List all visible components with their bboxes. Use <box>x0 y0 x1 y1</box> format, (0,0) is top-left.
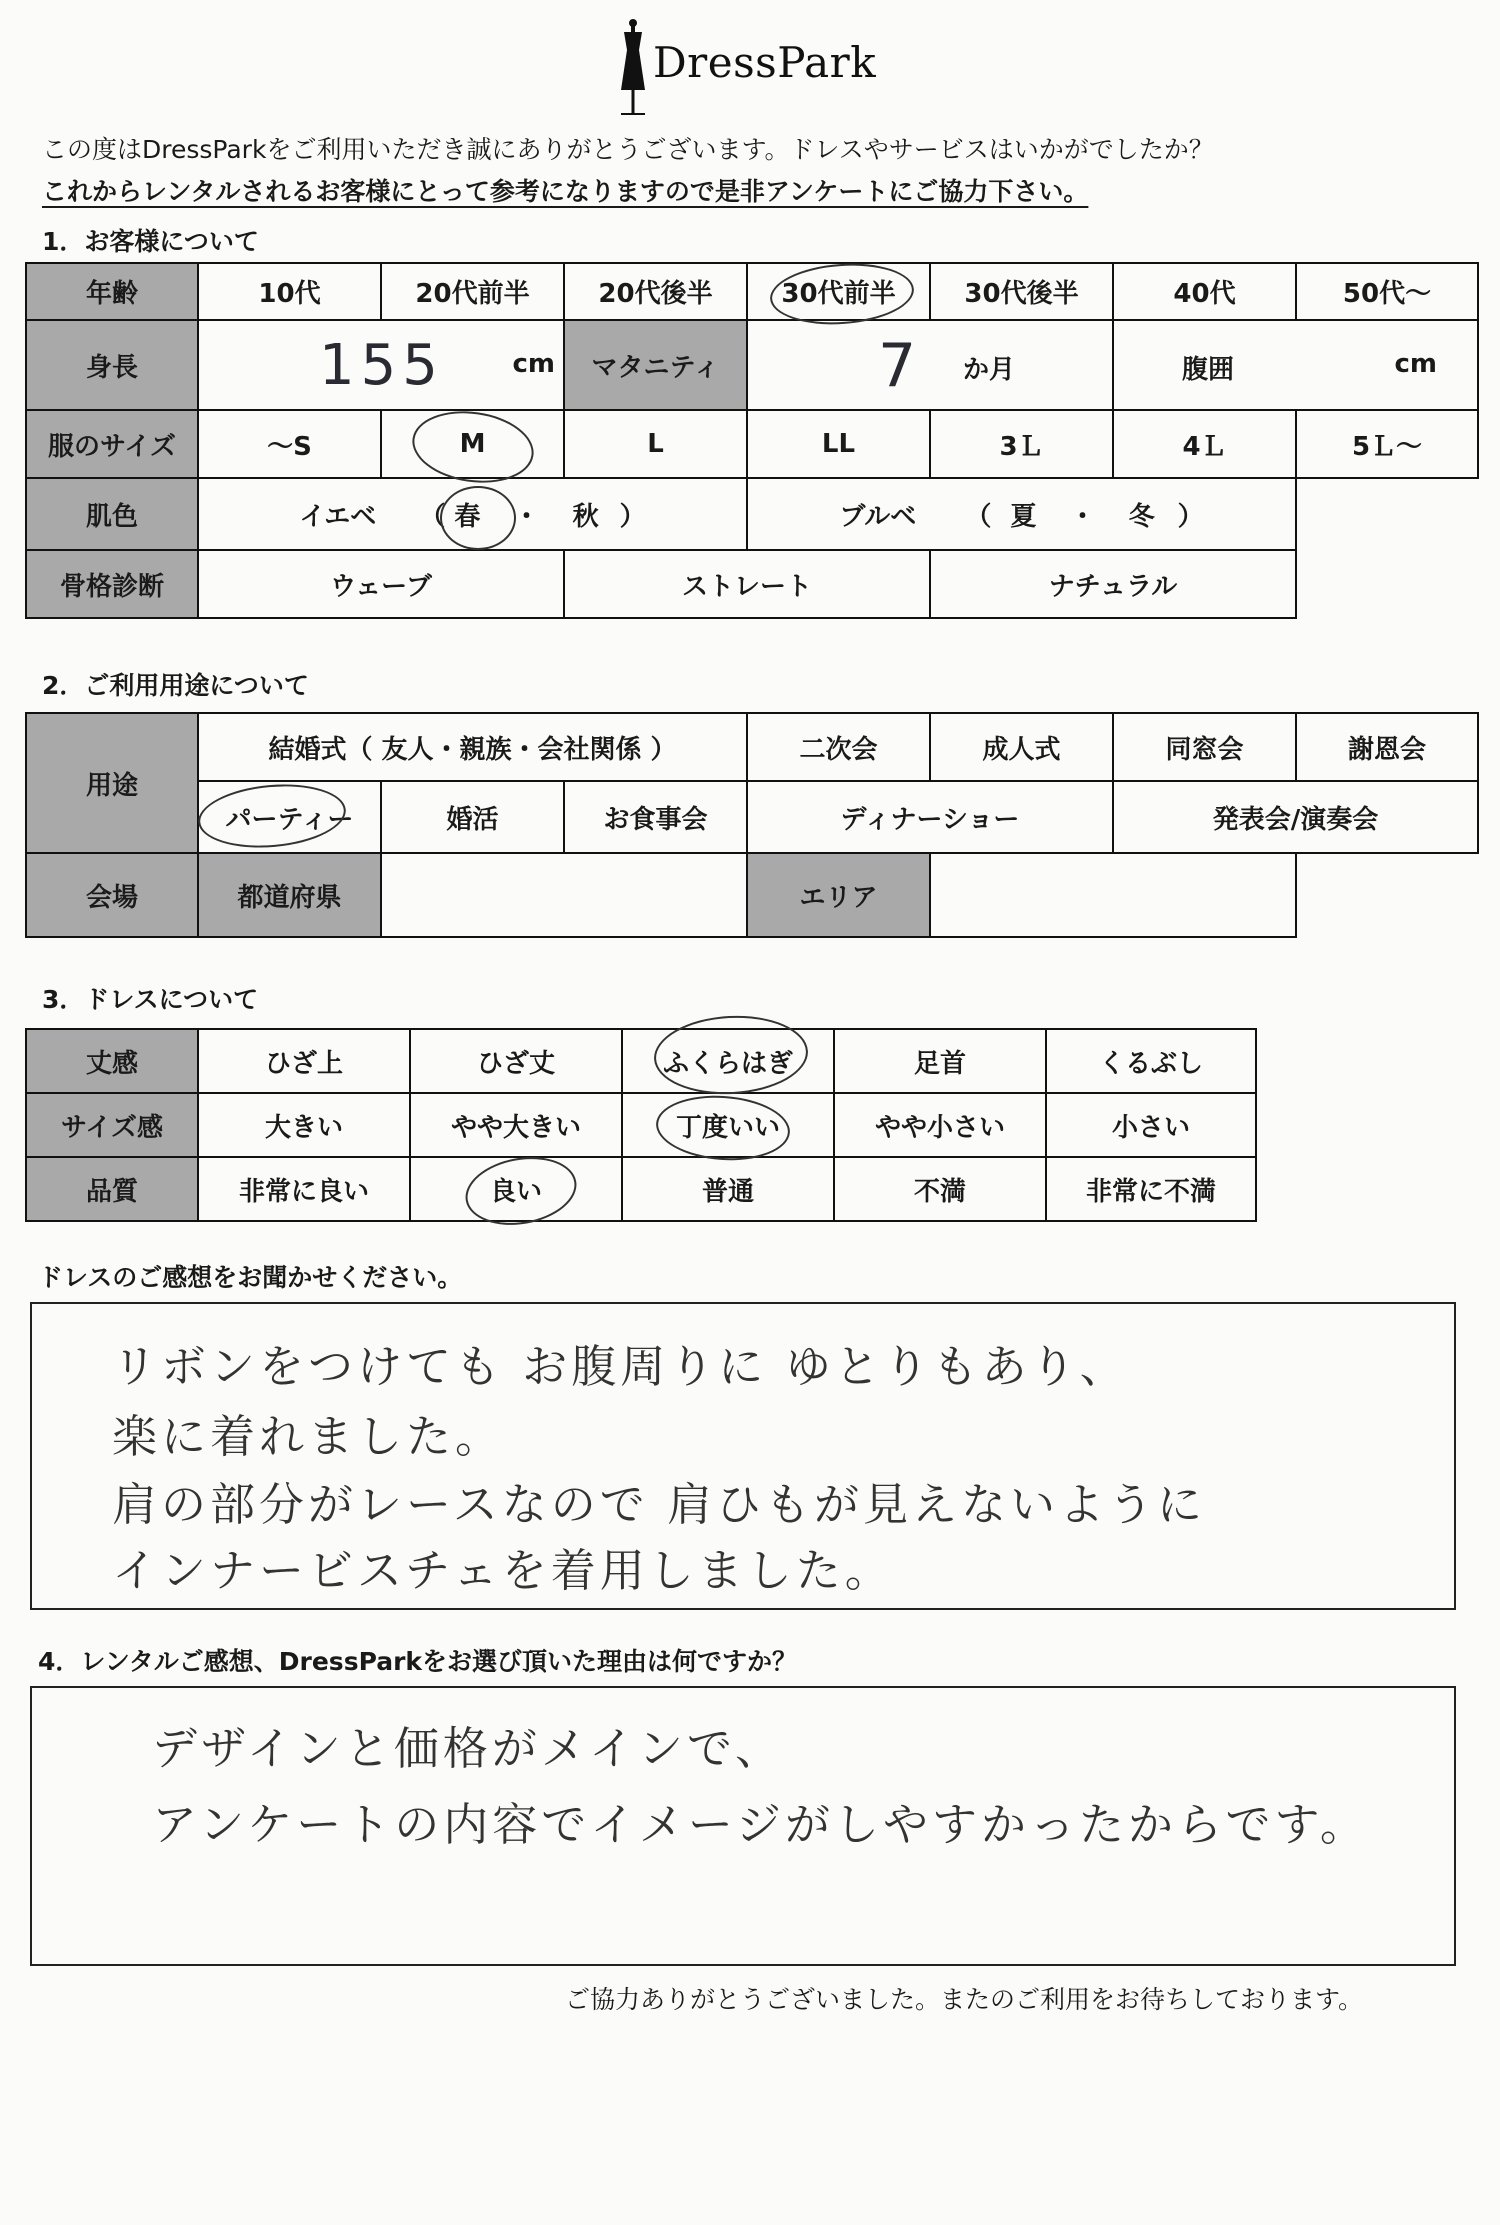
age-label: 年齢 <box>26 263 198 320</box>
prefecture-field[interactable] <box>381 853 747 937</box>
quality-label: 品質 <box>26 1157 198 1221</box>
area-field[interactable] <box>930 853 1296 937</box>
intro-line-2: これからレンタルされるお客様にとって参考になりますので是非アンケートにご協力下さい。 <box>42 177 1089 206</box>
skin-winter-option[interactable]: 冬 <box>1128 501 1155 532</box>
purpose-option[interactable]: 発表会/演奏会 <box>1113 781 1478 853</box>
age-option[interactable]: 10代 <box>198 263 381 320</box>
fit-label: サイズ感 <box>26 1093 198 1157</box>
quality-option[interactable]: 非常に不満 <box>1046 1157 1256 1221</box>
height-label: 身長 <box>26 320 198 410</box>
intro-line-1: この度はDressParkをご利用いただき誠にありがとうございます。ドレスやサービスはいかがでしたか？ <box>42 135 1214 164</box>
skin-yellow-label: イエベ <box>299 501 377 532</box>
customer-info-table <box>25 262 1479 619</box>
section-2-title: 2．ご利用用途について <box>42 671 309 700</box>
purpose-option[interactable]: 結婚式（ 友人・親族・会社関係 ） <box>198 713 747 781</box>
area-label: エリア <box>747 853 930 937</box>
paren-close: ） <box>1177 501 1204 532</box>
dress-comment-line: インナービスチェを着用しました。 <box>112 1544 894 1597</box>
brand-name: DressPark <box>653 38 877 87</box>
length-label: 丈感 <box>26 1029 198 1093</box>
dress-mannequin-icon <box>615 18 651 118</box>
blank-cell <box>1296 550 1478 618</box>
length-option[interactable]: くるぶし <box>1046 1029 1256 1093</box>
size-option[interactable]: 5Ｌ～ <box>1296 410 1478 478</box>
frame-option[interactable]: ウェーブ <box>198 550 564 618</box>
maternity-label: マタニティ <box>564 320 747 410</box>
quality-option[interactable]: 普通 <box>622 1157 834 1221</box>
skin-label: 肌色 <box>26 478 198 550</box>
size-option[interactable]: 4Ｌ <box>1113 410 1296 478</box>
purpose-option[interactable]: 謝恩会 <box>1296 713 1478 781</box>
age-option[interactable]: 50代～ <box>1296 263 1478 320</box>
skin-spring-option[interactable]: 春 <box>454 501 481 532</box>
service-comment-line: デザインと価格がメインで、 <box>152 1722 785 1775</box>
usage-table <box>25 712 1479 938</box>
dress-comment-box[interactable] <box>30 1302 1456 1610</box>
quality-option[interactable]: 非常に良い <box>198 1157 410 1221</box>
length-option[interactable]: ひざ丈 <box>410 1029 622 1093</box>
purpose-label: 用途 <box>26 713 198 853</box>
purpose-option[interactable]: 二次会 <box>747 713 930 781</box>
fit-option[interactable]: 小さい <box>1046 1093 1256 1157</box>
section-4-title: 4．レンタルご感想、DressParkをお選び頂いた理由は何ですか？ <box>38 1647 798 1676</box>
paren-close: ） <box>619 501 646 532</box>
paren-open: （ <box>965 501 992 532</box>
skin-summer-option[interactable]: 夏 <box>1010 501 1037 532</box>
blank-cell <box>1296 853 1478 937</box>
age-option-selected[interactable]: 30代前半 <box>747 263 930 320</box>
waist-unit: cm <box>1394 349 1437 379</box>
fit-option[interactable]: 大きい <box>198 1093 410 1157</box>
separator-dot: ・ <box>513 501 540 532</box>
footer-thanks: ご協力ありがとうございました。またのご利用をお待ちしております。 <box>565 1985 1364 2014</box>
age-option[interactable]: 20代前半 <box>381 263 564 320</box>
separator-dot: ・ <box>1069 501 1096 532</box>
maternity-unit: か月 <box>963 355 1016 385</box>
fit-option-selected[interactable]: 丁度いい <box>622 1093 834 1157</box>
venue-label: 会場 <box>26 853 198 937</box>
skin-autumn-option[interactable]: 秋 <box>572 501 599 532</box>
fit-option[interactable]: やや小さい <box>834 1093 1046 1157</box>
section-3-title: 3．ドレスについて <box>42 985 259 1014</box>
skin-yellow-base[interactable] <box>198 478 747 550</box>
purpose-option[interactable]: 同窓会 <box>1113 713 1296 781</box>
purpose-option[interactable]: お食事会 <box>564 781 747 853</box>
frame-option[interactable]: ナチュラル <box>930 550 1296 618</box>
size-label: 服のサイズ <box>26 410 198 478</box>
age-option[interactable]: 30代後半 <box>930 263 1113 320</box>
dress-table <box>25 1028 1257 1222</box>
dress-comment-label: ドレスのご感想をお聞かせください。 <box>38 1263 463 1292</box>
purpose-option[interactable]: 婚活 <box>381 781 564 853</box>
length-option[interactable]: 足首 <box>834 1029 1046 1093</box>
size-option[interactable]: LL <box>747 410 930 478</box>
size-option[interactable]: 3Ｌ <box>930 410 1113 478</box>
dress-comment-line: 楽に着れました。 <box>112 1410 505 1463</box>
size-option[interactable]: L <box>564 410 747 478</box>
height-field[interactable] <box>198 320 564 410</box>
skin-row <box>26 478 1478 550</box>
body-row <box>26 320 1478 410</box>
section-1-title: 1．お客様について <box>42 227 259 256</box>
blank-cell <box>1296 478 1478 550</box>
size-option[interactable]: ～S <box>198 410 381 478</box>
frame-row <box>26 550 1478 618</box>
prefecture-label: 都道府県 <box>198 853 381 937</box>
age-option[interactable]: 20代後半 <box>564 263 747 320</box>
waist-field[interactable] <box>1113 320 1478 410</box>
purpose-option[interactable]: ディナーショー <box>747 781 1113 853</box>
fit-option[interactable]: やや大きい <box>410 1093 622 1157</box>
length-option-selected[interactable]: ふくらはぎ <box>622 1029 834 1093</box>
age-row <box>26 263 1478 320</box>
purpose-option-selected[interactable]: パーティー <box>198 781 381 853</box>
maternity-field[interactable] <box>747 320 1113 410</box>
skin-blue-base[interactable] <box>747 478 1296 550</box>
service-comment-box[interactable] <box>30 1686 1456 1966</box>
brand-logo <box>615 18 885 118</box>
frame-label: 骨格診断 <box>26 550 198 618</box>
length-option[interactable]: ひざ上 <box>198 1029 410 1093</box>
maternity-value: 7 <box>878 331 917 401</box>
size-row <box>26 410 1478 478</box>
skin-blue-label: ブルベ <box>839 501 917 532</box>
service-comment-line: アンケートの内容でイメージがしやすかったからです。 <box>152 1798 1369 1851</box>
waist-label: 腹囲 <box>1182 355 1235 385</box>
quality-option-selected[interactable]: 良い <box>410 1157 622 1221</box>
quality-option[interactable]: 不満 <box>834 1157 1046 1221</box>
frame-option[interactable]: ストレート <box>564 550 930 618</box>
dress-comment-line: 肩の部分がレースなので 肩ひもが見えないように <box>112 1478 1207 1531</box>
dress-comment-line: リボンをつけても お腹周りに ゆとりもあり、 <box>112 1340 1129 1393</box>
purpose-option[interactable]: 成人式 <box>930 713 1113 781</box>
height-value: 155 <box>319 333 444 398</box>
size-option-selected[interactable]: M <box>381 410 564 478</box>
age-option[interactable]: 40代 <box>1113 263 1296 320</box>
paren-open: （ <box>419 501 446 532</box>
height-unit: cm <box>512 349 555 379</box>
